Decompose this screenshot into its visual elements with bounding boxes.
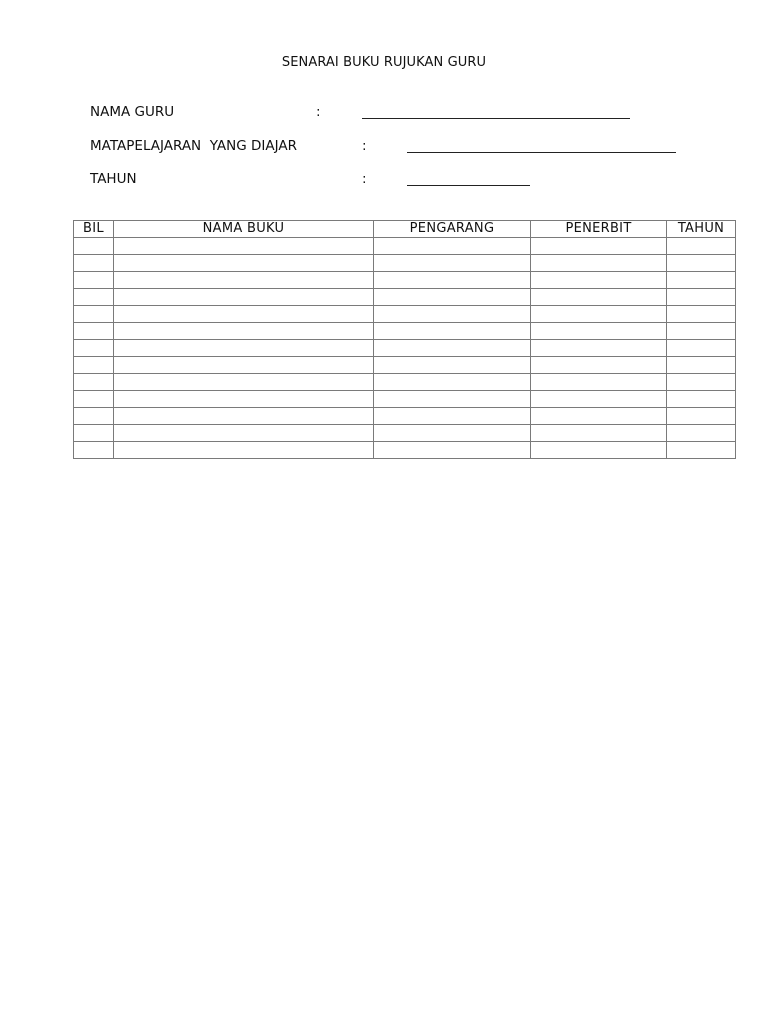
cell-nama-buku[interactable] <box>114 442 374 459</box>
cell-nama-buku[interactable] <box>114 391 374 408</box>
cell-penerbit[interactable] <box>531 374 667 391</box>
cell-tahun[interactable] <box>667 374 736 391</box>
cell-penerbit[interactable] <box>531 289 667 306</box>
table-header-row <box>74 221 736 238</box>
cell-tahun[interactable] <box>667 340 736 357</box>
cell-tahun[interactable] <box>667 238 736 255</box>
field-tahun <box>0 171 768 191</box>
cell-bil[interactable] <box>74 238 114 255</box>
cell-bil[interactable] <box>74 272 114 289</box>
cell-bil[interactable] <box>74 340 114 357</box>
table-row <box>74 425 736 442</box>
header-bil: BIL <box>74 221 114 238</box>
field-colon: : <box>362 138 367 154</box>
field-nama-guru <box>0 104 768 124</box>
cell-pengarang[interactable] <box>374 272 531 289</box>
table-row <box>74 391 736 408</box>
matapelajaran-blank[interactable] <box>407 152 676 153</box>
field-label: MATAPELAJARAN YANG DIAJAR <box>90 138 297 154</box>
cell-penerbit[interactable] <box>531 425 667 442</box>
cell-nama-buku[interactable] <box>114 238 374 255</box>
cell-penerbit[interactable] <box>531 357 667 374</box>
cell-tahun[interactable] <box>667 323 736 340</box>
cell-pengarang[interactable] <box>374 238 531 255</box>
field-label: TAHUN <box>90 171 137 187</box>
cell-tahun[interactable] <box>667 391 736 408</box>
cell-tahun[interactable] <box>667 306 736 323</box>
cell-pengarang[interactable] <box>374 255 531 272</box>
field-colon: : <box>362 171 367 187</box>
table-row <box>74 255 736 272</box>
table-row <box>74 289 736 306</box>
cell-pengarang[interactable] <box>374 340 531 357</box>
nama-guru-blank[interactable] <box>362 118 630 119</box>
header-tahun: TAHUN <box>667 221 736 238</box>
cell-penerbit[interactable] <box>531 442 667 459</box>
field-colon: : <box>316 104 321 120</box>
cell-bil[interactable] <box>74 425 114 442</box>
cell-penerbit[interactable] <box>531 255 667 272</box>
table-row <box>74 408 736 425</box>
header-pengarang: PENGARANG <box>374 221 531 238</box>
cell-bil[interactable] <box>74 357 114 374</box>
cell-bil[interactable] <box>74 391 114 408</box>
cell-penerbit[interactable] <box>531 408 667 425</box>
cell-pengarang[interactable] <box>374 306 531 323</box>
cell-bil[interactable] <box>74 323 114 340</box>
header-nama-buku: NAMA BUKU <box>114 221 374 238</box>
cell-penerbit[interactable] <box>531 272 667 289</box>
cell-bil[interactable] <box>74 408 114 425</box>
cell-nama-buku[interactable] <box>114 289 374 306</box>
cell-pengarang[interactable] <box>374 289 531 306</box>
cell-penerbit[interactable] <box>531 391 667 408</box>
table-row <box>74 272 736 289</box>
cell-nama-buku[interactable] <box>114 408 374 425</box>
cell-nama-buku[interactable] <box>114 357 374 374</box>
field-label: NAMA GURU <box>90 104 175 120</box>
cell-nama-buku[interactable] <box>114 255 374 272</box>
cell-tahun[interactable] <box>667 425 736 442</box>
cell-bil[interactable] <box>74 289 114 306</box>
table-body <box>74 238 736 459</box>
table-row <box>74 374 736 391</box>
cell-pengarang[interactable] <box>374 408 531 425</box>
cell-pengarang[interactable] <box>374 442 531 459</box>
cell-penerbit[interactable] <box>531 306 667 323</box>
book-reference-table <box>73 220 736 459</box>
tahun-blank[interactable] <box>407 185 530 186</box>
cell-penerbit[interactable] <box>531 238 667 255</box>
cell-nama-buku[interactable] <box>114 425 374 442</box>
cell-bil[interactable] <box>74 442 114 459</box>
table-row <box>74 340 736 357</box>
table-row <box>74 238 736 255</box>
table-row <box>74 442 736 459</box>
cell-pengarang[interactable] <box>374 425 531 442</box>
table-row <box>74 357 736 374</box>
table-row <box>74 306 736 323</box>
cell-pengarang[interactable] <box>374 374 531 391</box>
cell-bil[interactable] <box>74 374 114 391</box>
cell-nama-buku[interactable] <box>114 374 374 391</box>
header-penerbit: PENERBIT <box>531 221 667 238</box>
document-title: SENARAI BUKU RUJUKAN GURU <box>281 55 487 70</box>
cell-tahun[interactable] <box>667 272 736 289</box>
cell-nama-buku[interactable] <box>114 272 374 289</box>
cell-nama-buku[interactable] <box>114 340 374 357</box>
cell-nama-buku[interactable] <box>114 306 374 323</box>
cell-bil[interactable] <box>74 306 114 323</box>
cell-pengarang[interactable] <box>374 357 531 374</box>
cell-tahun[interactable] <box>667 408 736 425</box>
cell-penerbit[interactable] <box>531 340 667 357</box>
cell-penerbit[interactable] <box>531 323 667 340</box>
cell-tahun[interactable] <box>667 255 736 272</box>
cell-tahun[interactable] <box>667 357 736 374</box>
cell-tahun[interactable] <box>667 442 736 459</box>
cell-bil[interactable] <box>74 255 114 272</box>
cell-tahun[interactable] <box>667 289 736 306</box>
cell-nama-buku[interactable] <box>114 323 374 340</box>
cell-pengarang[interactable] <box>374 391 531 408</box>
cell-pengarang[interactable] <box>374 323 531 340</box>
field-matapelajaran <box>0 138 768 158</box>
table-row <box>74 323 736 340</box>
